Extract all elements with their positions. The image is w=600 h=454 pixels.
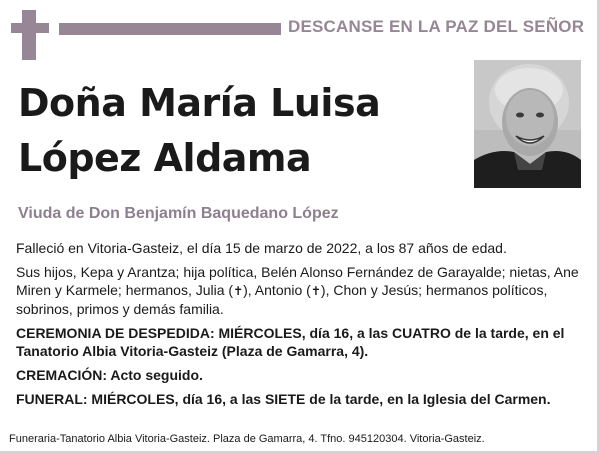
ceremony-info: CEREMONIA DE DESPEDIDA: MIÉRCOLES, día 16, a las CUATRO de la tarde, en el Tanatorio Albia Vitoria-Gasteiz (Plaza de Gamarra, 4). <box>16 325 565 359</box>
funeral-info: FUNERAL: MIÉRCOLES, día 16, a las SIETE de la tarde, en la Iglesia del Carmen. <box>16 391 551 407</box>
header-bar <box>59 23 281 35</box>
name-line-2: López Aldama <box>18 136 312 180</box>
subtitle-widow-of: Viuda de Don Benjamín Baquedano López <box>18 205 339 222</box>
funeral-home-footer: Funeraria-Tanatorio Albia Vitoria-Gasteiz. Plaza de Gamarra, 4. Tfno. 945120304. Vitoria-Gasteiz. <box>9 433 485 445</box>
cremation-info: CREMACIÓN: Acto seguido. <box>16 367 203 383</box>
family-list: Sus hijos, Kepa y Arantza; hija política, Belén Alonso Fernández de Garayalde; nietas, Ane Miren y Karmele; hermanos, Julia (✝), Antonio (✝), Chon y Jesús; hermanos políticos, sobrinos, primos y demás familia. <box>16 264 579 317</box>
header-title: DESCANSE EN LA PAZ DEL SEÑOR <box>288 17 585 36</box>
deceased-name <box>18 76 380 186</box>
portrait-photo <box>474 60 581 188</box>
deceased-cross-icon: ✝ <box>310 284 321 298</box>
deceased-cross-icon: ✝ <box>233 284 244 298</box>
cross-icon <box>11 10 49 60</box>
obituary-body <box>16 239 586 414</box>
name-line-1: Doña María Luisa <box>18 81 381 125</box>
death-notice: Falleció en Vitoria-Gasteiz, el día 15 de marzo de 2022, a los 87 años de edad. <box>16 240 507 256</box>
